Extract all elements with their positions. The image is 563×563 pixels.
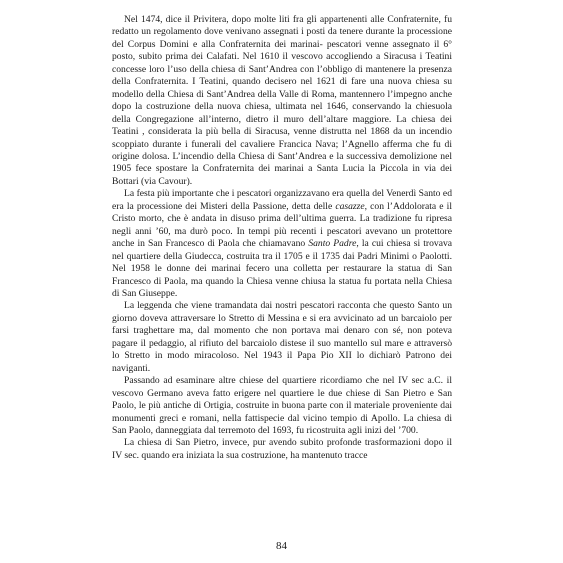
body-text: [112, 14, 452, 462]
text-segment: La chiesa di San Pietro, invece, pur avendo subito profonde trasformazioni dopo il IV sec. quando era iniziata la sua costruzione, ha mantenuto tracce: [112, 437, 452, 461]
text-segment: La festa più importante che i pescatori organizzavano era quella del Venerdì Santo ed era la processione dei Misteri della Passione, detta delle: [112, 188, 452, 212]
paragraph: [112, 300, 452, 375]
paragraph: [112, 14, 452, 188]
text-segment: Passando ad esaminare altre chiese del quartiere ricordiamo che nel IV sec a.C. il vescovo Germano aveva fatto erigere nel quartiere le due chiese di San Pietro e San Paolo, le più antiche di Ortigia, costruite in buona parte con il materiale proveniente dai monumenti greci e romani, nella fattispecie dal vicino tempio di Apollo. La chiesa di San Paolo, danneggiata dal terremoto del 1693, fu ricostruita agli inizi del ’700.: [112, 375, 452, 436]
text-segment: , la cui chiesa si trovava nel quartiere della Giudecca, costruita tra il 1705 e il 1735 dai Padri Minimi o Paolotti. Nel 1958 le donne dei marinai fecero una colletta per restaurare la statua di San Francesco di Paola, ma quando la Chiesa venne chiusa la statua fu portata nella Chiesa di San Giuseppe.: [112, 238, 453, 299]
paragraph: [112, 437, 452, 462]
paragraph: [112, 188, 452, 300]
italic-term-casazze: casazze: [335, 200, 365, 212]
text-segment: La leggenda che viene tramandata dai nostri pescatori racconta che questo Santo un giorno doveva attraversare lo Stretto di Messina e si era avvicinato ad un barcaiolo per farsi traghettare ma, dal momento che non portava mai denaro con sé, non poteva pagare il pedaggio, al rifiuto del barcaiolo distese il suo mantello sul mare e attraversò lo Stretto in modo miracoloso. Nel 1943 il Papa Pio XII lo dichiarò Patrono dei naviganti.: [112, 300, 452, 374]
text-segment: , con l’Addolorata e il Cristo morto, che è andata in disuso prima dell’ultima guerra. La tradizione fu ripresa negli anni ’60, ma durò poco. In tempi più recenti i pescatori avevano un protettore anche in San Francesco di Paola che chiamavano: [112, 200, 452, 250]
italic-term-santo-padre: Santo Padre: [308, 238, 357, 250]
paragraph: [112, 375, 452, 437]
page-number: 84: [276, 540, 287, 552]
text-segment: Nel 1474, dice il Privitera, dopo molte liti fra gli appartenenti alle Confraternite, fu redatto un regolamento dove venivano assegnati i posti da tenere durante la processione del Corpus Domini e alla Confraternita dei marinai- pescatori venne assegnato il 6° posto, subito prima dei Calafati. Nel 1610 il vescovo accogliendo a Siracusa i Teatini concesse loro l’uso della chiesa di Sant’Andrea con l’obbligo di mantenere la presenza della Confraternita. I Teatini, quando decisero nel 1621 di fare una nuova chiesa su modello della Chiesa di Sant’Andrea della Valle di Roma, mantennero l’impegno anche dopo la costruzione della nuova chiesa, ultimata nel 1646, conservando la chiesuola della Congregazione all’interno, dietro il muro dell’altare maggiore. La chiesa dei Teatini , considerata la più bella di Siracusa, venne distrutta nel 1868 da un incendio scoppiato durante i funerali del cavaliere Francica Nava; l’Agnello afferma che fu di origine dolosa. L’incendio della Chiesa di Sant’Andrea e la successiva demolizione nel 1905 fece spostare la Confraternita dei marinai a Santa Lucia la Piccola in via dei Bottari (via Cavour).: [112, 14, 452, 187]
